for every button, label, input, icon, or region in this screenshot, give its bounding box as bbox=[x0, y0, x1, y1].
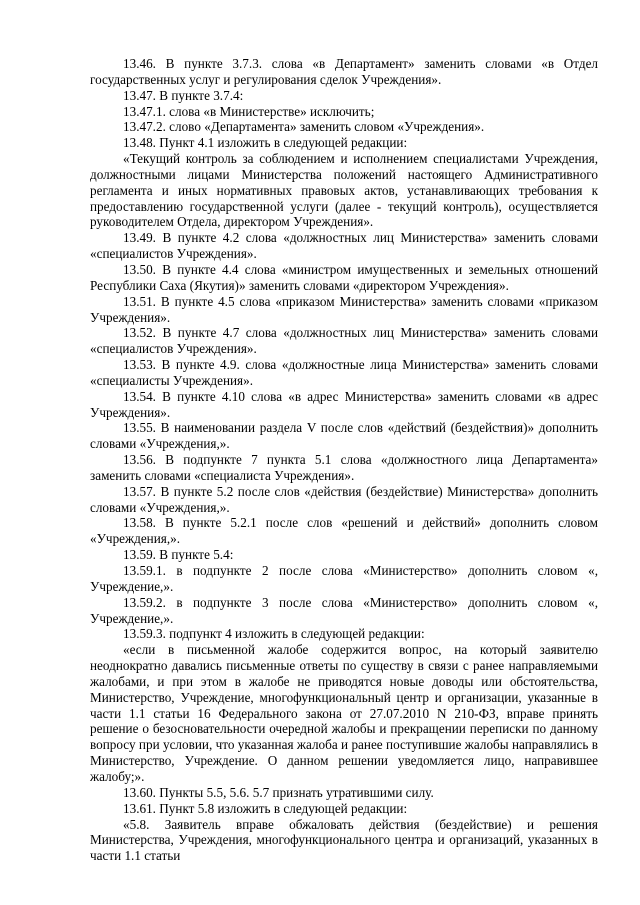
paragraph-13-56: 13.56. В подпункте 7 пункта 5.1 слова «должностного лица Департамента» заменить словами «специалиста Учреждения». bbox=[90, 452, 598, 483]
paragraph-13-48-quote: «Текущий контроль за соблюдением и исполнением специалистами Учреждения, должностными лицами Министерства положений настоящего Административного регламента и иных нормативных правовых актов, устанавливающих требования к предоставлению государственной услуги (далее - текущий контроль), осуществляется руководителем Отдела, директором Учреждения». bbox=[90, 151, 598, 230]
paragraph-13-47: 13.47. В пункте 3.7.4: bbox=[123, 87, 244, 103]
paragraph-13-59-2: 13.59.2. в подпункте 3 после слова «Министерство» дополнить словом «, Учреждение,». bbox=[90, 594, 598, 626]
paragraph-13-52: 13.52. В пункте 4.7 слова «должностных лиц Министерства» заменить словами «специалистов Учреждения». bbox=[90, 325, 598, 357]
paragraph-13-50: 13.50. В пункте 4.4 слова «министром имущественных и земельных отношений Республики Саха (Якутия)» заменить словами «директором Учреждения». bbox=[90, 261, 598, 293]
paragraph-13-58: 13.58. В пункте 5.2.1 после слов «решений и действий» дополнить словом «Учреждения,». bbox=[90, 515, 598, 547]
paragraph-13-47-2: 13.47.2. слово «Департамента» заменить словом «Учреждения». bbox=[123, 119, 485, 135]
paragraph-13-46: 13.46. В пункте 3.7.3. слова «в Департамент» заменить словами «в Отдел государственных услуг и регулирования сделок Учреждения». bbox=[90, 56, 598, 87]
paragraph-13-59: 13.59. В пункте 5.4: bbox=[123, 547, 234, 563]
paragraph-13-61: 13.61. Пункт 5.8 изложить в следующей редакции: bbox=[123, 800, 408, 816]
paragraph-13-59-3: 13.59.3. подпункт 4 изложить в следующей редакции: bbox=[123, 626, 425, 642]
paragraph-13-47-1: 13.47.1. слова «в Министерстве» исключить; bbox=[123, 103, 375, 119]
paragraph-13-57: 13.57. В пункте 5.2 после слов «действия (бездействие) Министерства» дополнить словами «Учреждения,». bbox=[90, 483, 598, 515]
paragraph-13-51: 13.51. В пункте 4.5 слова «приказом Министерства» заменить словами «приказом Учреждения». bbox=[90, 293, 598, 325]
paragraph-13-59-3-quote: «если в письменной жалобе содержится вопрос, на который заявителю неоднократно давались письменные ответы по существу в связи с ранее направляемыми жалобами, и при этом в жалобе не приводятся новые доводы или обстоятельства, Министерство, Учреждение, многофункциональный центр и организации, указанные в части 1.1 статьи 16 Федерального закона от 27.07.2010 N 210-ФЗ, вправе принять решение о безосновательности очередной жалобы и прекращении переписки по данному вопросу при условии, что указанная жалоба и ранее поступившие жалобы направлялись в Министерство, Учреждение. О данном решении уведомляется лицо, направившее жалобу;». bbox=[90, 642, 598, 784]
paragraph-13-61-quote: «5.8. Заявитель вправе обжаловать действия (бездействие) и решения Министерства, Учреждения, многофункционального центра и организаций, указанных в части 1.1 статьи bbox=[90, 816, 598, 864]
paragraph-13-59-1: 13.59.1. в подпункте 2 после слова «Министерство» дополнить словом «, Учреждение,». bbox=[90, 563, 598, 594]
paragraph-13-60: 13.60. Пункты 5.5, 5.6. 5.7 признать утратившими силу. bbox=[123, 784, 434, 800]
paragraph-13-49: 13.49. В пункте 4.2 слова «должностных лиц Министерства» заменить словами «специалистов Учреждения». bbox=[90, 230, 598, 262]
paragraph-13-55: 13.55. В наименовании раздела V после слов «действий (бездействия)» дополнить словами «Учреждения,». bbox=[90, 420, 598, 452]
paragraph-13-48: 13.48. Пункт 4.1 изложить в следующей редакции: bbox=[123, 135, 408, 151]
paragraph-13-53: 13.53. В пункте 4.9. слова «должностные лица Министерства» заменить словами «специалисты Учреждения». bbox=[90, 357, 598, 388]
paragraph-13-54: 13.54. В пункте 4.10 слова «в адрес Министерства» заменить словами «в адрес Учреждения». bbox=[90, 388, 598, 420]
